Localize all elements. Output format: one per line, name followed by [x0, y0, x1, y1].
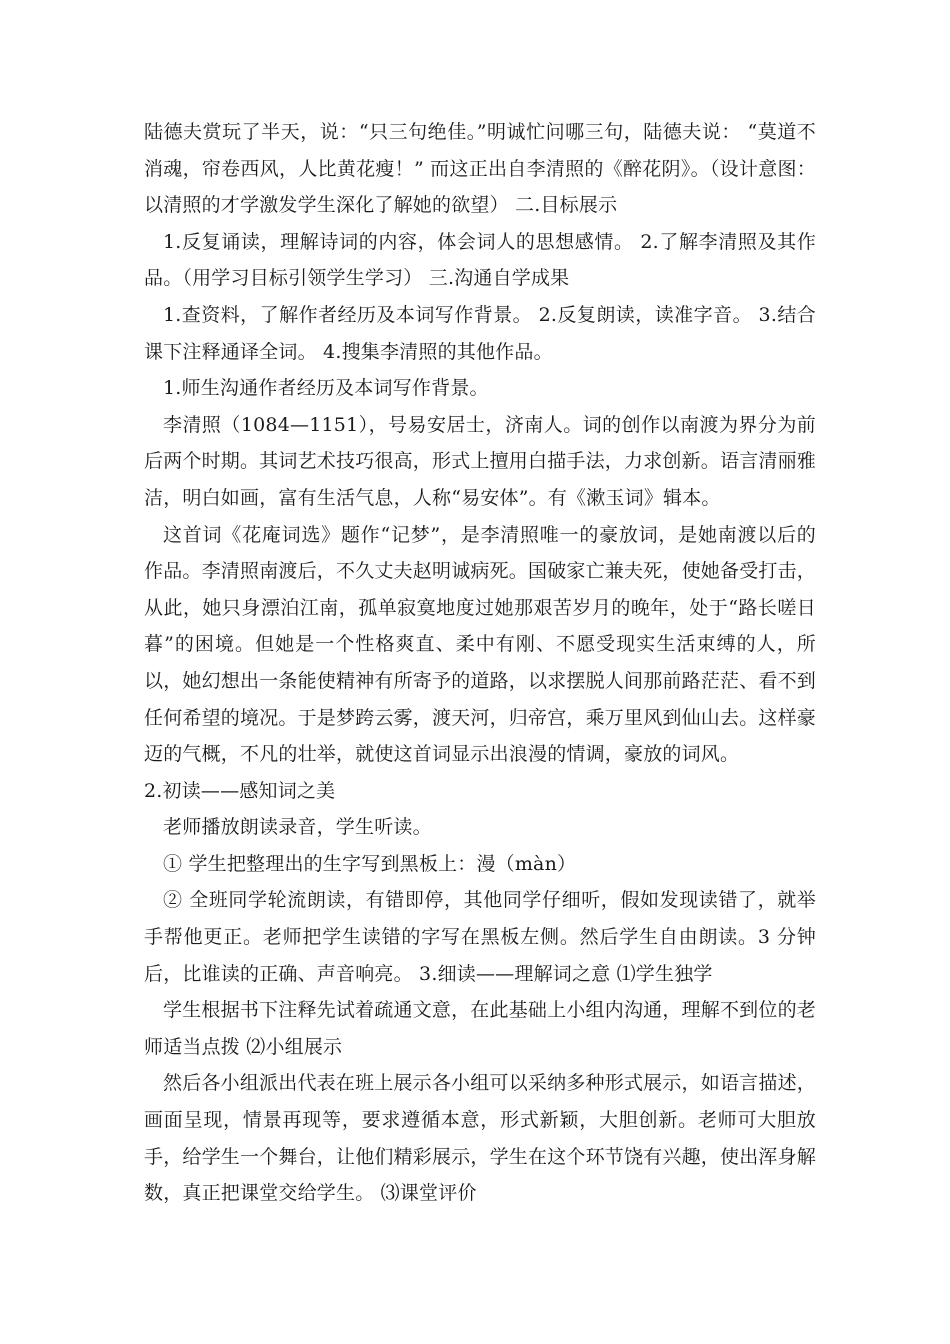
paragraph: 1.师生沟通作者经历及本词写作背景。: [163, 377, 489, 400]
paragraph: 老师播放朗读录音，学生听读。: [163, 816, 432, 839]
paragraph: ① 学生把整理出的生字写到黑板上：漫（màn）: [163, 852, 577, 875]
paragraph: 李清照（1084—1151），号易安居士，济南人。词的创作以南渡为界分为前后两个时期。其词艺术技巧很高，形式上擅用白描手法，力求创新。语言清丽雅洁，明白如画，富有生活气息，人称“易安体”。有《漱玉词》辑本。: [144, 413, 817, 509]
section-heading: 2.初读——感知词之美: [144, 779, 336, 802]
paragraph: 学生根据书下注释先试着疏通文意，在此基础上小组内沟通，理解不到位的老师适当点拨 ⑵小组展示: [144, 999, 816, 1058]
paragraph: 1.查资料，了解作者经历及本词写作背景。 2.反复朗读，读准字音。 3.结合课下注释通译全词。 4.搜集李清照的其他作品。: [144, 303, 816, 363]
paragraph: 这首词《花庵词选》题作“记梦”，是李清照唯一的豪放词，是她南渡以后的作品。李清照南渡后，不久丈夫赵明诚病死。国破家亡兼夫死，使她备受打击，从此，她只身漂泊江南，孤单寂寞地度过她那艰苦岁月的晚年，处于“路长嗟日暮”的困境。但她是一个性格爽直、柔中有刚、不愿受现实生活束缚的人，所以，她幻想出一条能使精神有所寄予的道路，以求摆脱人间那前路茫茫、看不到任何希望的境况。于是梦跨云雾，渡天河，归帝宫，乘万里风到仙山去。这样豪迈的气概，不凡的壮举，就使这首词显示出浪漫的情调，豪放的词风。: [144, 523, 817, 766]
paragraph: ② 全班同学轮流朗读，有错即停，其他同学仔细听，假如发现读错了，就举手帮他更正。老师把学生读错的字写在黑板左侧。然后学生自由朗读。3 分钟后，比谁读的正确、声音响亮。 3.细读——理解词之意 ⑴学生独学: [144, 889, 816, 985]
paragraph: 1.反复诵读，理解诗词的内容，体会词人的思想感情。 2.了解李清照及其作品。（用学习目标引领学生学习） 三.沟通自学成果: [144, 230, 816, 290]
paragraph: 陆德夫赏玩了半天，说：“只三句绝佳。”明诚忙问哪三句，陆德夫说： “莫道不消魂，帘卷西风，人比黄花瘦！” 而这正出自李清照的《醉花阴》。（设计意图：以清照的才学激发学生深化了解她的欲望） 二.目标展示: [144, 121, 816, 217]
document-body: [144, 114, 816, 1212]
paragraph: 然后各小组派出代表在班上展示各小组可以采纳多种形式展示，如语言描述，画面呈现，情景再现等，要求遵循本意，形式新颖，大胆创新。老师可大胆放手，给学生一个舞台，让他们精彩展示，学生在这个环节饶有兴趣，使出浑身解数，真正把课堂交给学生。 ⑶课堂评价: [144, 1072, 817, 1205]
